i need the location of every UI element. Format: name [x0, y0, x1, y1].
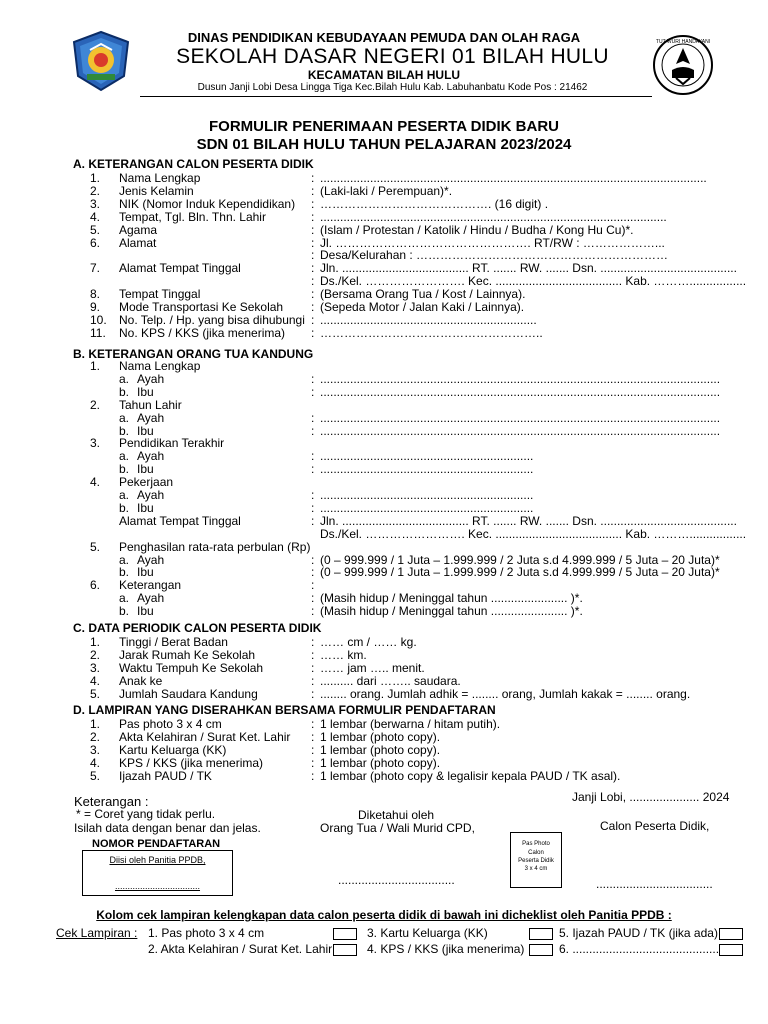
row-label: Penghasilan rata-rata perbulan (Rp) — [119, 539, 311, 554]
row-label: Ayah — [137, 449, 165, 464]
form-subtitle: SDN 01 BILAH HULU TAHUN PELAJARAN 2023/2024 — [196, 136, 572, 153]
form-row — [0, 224, 768, 237]
form-row — [0, 314, 768, 327]
row-colon: : — [311, 312, 315, 327]
form-row — [0, 541, 768, 554]
form-row — [0, 675, 768, 688]
row-number: 4. — [90, 209, 101, 224]
row-label: Nama Lengkap — [119, 359, 201, 373]
row-sub-letter: a. — [119, 552, 130, 567]
row-value-field: (Masih hidup / Meninggal tahun ....................... )*. — [320, 591, 583, 606]
row-sub-letter: b. — [119, 384, 130, 399]
row-colon: : — [311, 248, 315, 263]
row-label: NIK (Nomor Induk Kependidikan) — [119, 196, 296, 211]
row-value-field: ................................................................ — [320, 488, 534, 502]
form-row — [0, 185, 768, 198]
row-number: 5. — [90, 768, 101, 783]
row-colon: : — [311, 261, 315, 276]
header-agency: DINAS PENDIDIKAN KEBUDAYAAN PEMUDA DAN OLAH RAGA — [187, 30, 581, 45]
row-label: Nama Lengkap — [119, 171, 201, 185]
row-colon: : — [311, 755, 315, 770]
row-label: Kartu Keluarga (KK) — [119, 742, 227, 757]
parent-label: Orang Tua / Wali Murid CPD, — [320, 821, 475, 835]
row-label: Pekerjaan — [119, 475, 174, 490]
registration-number-title: NOMOR PENDAFTARAN — [92, 838, 221, 850]
row-value-field: 1 lembar (photo copy). — [320, 742, 441, 757]
form-row — [0, 198, 768, 211]
row-number: 7. — [90, 261, 101, 276]
form-row — [0, 515, 768, 528]
form-row — [0, 327, 768, 340]
header-school-name: SEKOLAH DASAR NEGERI 01 BILAH HULU — [176, 45, 609, 68]
row-label: Jenis Kelamin — [119, 183, 194, 198]
row-colon: : — [311, 183, 315, 198]
row-label: Jumlah Saudara Kandung — [119, 686, 258, 701]
checkbox-lainnya[interactable] — [719, 944, 743, 956]
row-label: Ibu — [137, 423, 154, 438]
row-value-field: ........................................................................................................................ — [320, 371, 721, 386]
check-item-ijazah: 5. Ijazah PAUD / TK (jika ada) — [559, 926, 718, 940]
row-value-field: 1 lembar (photo copy & legalisir kepala PAUD / TK asal). — [320, 768, 621, 783]
row-value-field: Jln. ...................................... RT. ....... RW. ....... Dsn. ......................................... — [320, 513, 737, 528]
row-value-field: ........................................................................................................................ — [320, 423, 721, 438]
row-number: 4. — [90, 673, 101, 688]
row-value-field: ................................................................. — [320, 312, 537, 327]
row-label: Ayah — [137, 552, 165, 567]
row-colon: : — [311, 410, 315, 425]
row-colon: : — [311, 384, 315, 399]
row-colon: : — [311, 647, 315, 662]
row-colon: : — [311, 604, 315, 619]
row-sub-letter: b. — [119, 500, 130, 515]
row-number: 6. — [90, 235, 101, 250]
row-label: Ayah — [137, 488, 165, 502]
checkbox-akta-kelahiran[interactable] — [333, 944, 357, 956]
row-value-field: Ds./Kel. ……………………. Kec. ...................................... Kab. ………................. — [320, 274, 747, 289]
check-item-kps-kks: 4. KPS / KKS (jika menerima) — [367, 942, 525, 956]
row-value-field: ........................................................................................................ — [320, 209, 667, 224]
row-colon: : — [311, 729, 315, 744]
row-value-field: Jln. ...................................... RT. ....... RW. ....... Dsn. ......................................... — [320, 261, 737, 276]
row-number: 1. — [90, 171, 101, 185]
place-date: Janji Lobi, ..................... 2024 — [572, 790, 730, 804]
form-row — [0, 770, 768, 783]
photo-label-3: Peserta Didik — [518, 858, 554, 864]
checkbox-kartu-keluarga[interactable] — [529, 928, 553, 940]
row-value-field: .......... dari …….. saudara. — [320, 673, 461, 688]
row-label: Pas photo 3 x 4 cm — [119, 717, 222, 731]
row-value-field: Jl. …………………………………………. RT/RW : ………………... — [320, 235, 665, 250]
row-value-field: 1 lembar (berwarna / hitam putih). — [320, 717, 501, 731]
form-row — [0, 731, 768, 744]
row-number: 8. — [90, 287, 101, 302]
row-sub-letter: a. — [119, 371, 130, 386]
row-label: Alamat Tempat Tinggal — [119, 513, 241, 528]
known-by: Diketahui oleh — [358, 808, 435, 822]
row-sub-letter: a. — [119, 591, 130, 606]
row-colon: : — [311, 488, 315, 502]
row-value-field: ……………………………………………….. — [320, 325, 543, 340]
row-label: Ayah — [137, 591, 165, 606]
row-number: 4. — [90, 475, 101, 490]
row-colon: : — [311, 686, 315, 701]
row-value-field: .................................................................................................................... — [320, 171, 707, 185]
row-label: Tempat Tinggal — [119, 287, 201, 302]
row-label: Jarak Rumah Ke Sekolah — [119, 647, 256, 662]
form-row — [0, 757, 768, 770]
row-sub-letter: b. — [119, 565, 130, 580]
candidate-signature-line: ................................... — [596, 877, 713, 891]
row-sub-letter: b. — [119, 462, 130, 477]
row-value-field: (Islam / Protestan / Katolik / Hindu / Budha / Kong Hu Cu)*. — [320, 222, 634, 237]
row-colon: : — [311, 423, 315, 438]
row-number: 2. — [90, 647, 101, 662]
row-label: Tempat, Tgl. Bln. Thn. Lahir — [119, 209, 266, 224]
row-colon: : — [311, 287, 315, 302]
form-row — [0, 463, 768, 476]
row-colon: : — [311, 717, 315, 731]
form-row — [0, 744, 768, 757]
row-number: 6. — [90, 578, 101, 593]
row-value-field: ........ orang. Jumlah adhik = ........ orang, Jumlah kakak = ........ orang. — [320, 686, 691, 701]
row-colon: : — [311, 222, 315, 237]
form-row — [0, 528, 768, 541]
row-colon: : — [311, 635, 315, 649]
row-colon: : — [311, 235, 315, 250]
row-number: 1. — [90, 359, 101, 373]
form-row — [0, 399, 768, 412]
photo-placeholder-box — [510, 832, 562, 888]
checklist-label: Cek Lampiran : — [56, 926, 138, 940]
row-value-field: 1 lembar (photo copy). — [320, 729, 441, 744]
form-row — [0, 386, 768, 399]
row-value-field: Desa/Kelurahan : ……………………………………………………… — [320, 248, 669, 263]
row-label: No. Telp. / Hp. yang bisa dihubungi — [119, 312, 305, 327]
row-label: Pendidikan Terakhir — [119, 436, 225, 451]
row-label: Agama — [119, 222, 158, 237]
row-number: 5. — [90, 222, 101, 237]
row-number: 3. — [90, 742, 101, 757]
row-colon: : — [311, 449, 315, 464]
row-value-field: …… cm / …… kg. — [320, 635, 417, 649]
form-row — [0, 605, 768, 618]
row-label: Ayah — [137, 410, 165, 425]
row-label: Alamat Tempat Tinggal — [119, 261, 241, 276]
row-number: 2. — [90, 397, 101, 412]
form-row — [0, 688, 768, 701]
row-colon: : — [311, 371, 315, 386]
row-label: Anak ke — [119, 673, 163, 688]
row-value-field: Ds./Kel. ……………………. Kec. ...................................... Kab. ………................. — [320, 526, 747, 541]
row-colon: : — [311, 768, 315, 783]
row-label: Ijazah PAUD / TK — [119, 768, 212, 783]
row-label: No. KPS / KKS (jika menerima) — [119, 325, 286, 340]
row-colon: : — [311, 462, 315, 477]
form-row — [0, 373, 768, 386]
row-colon: : — [311, 300, 315, 314]
row-label: Tahun Lahir — [119, 397, 182, 412]
row-label: Alamat — [119, 235, 157, 250]
section-b-heading: B. KETERANGAN ORANG TUA KANDUNG — [73, 347, 314, 361]
row-number: 9. — [90, 300, 101, 314]
row-value-field: ................................................................ — [320, 500, 534, 515]
form-row — [0, 211, 768, 224]
photo-label-4: 3 x 4 cm — [524, 866, 548, 872]
row-colon: : — [311, 591, 315, 606]
row-colon: : — [311, 660, 315, 675]
parent-signature-line: ................................... — [338, 873, 455, 887]
row-label: Ibu — [137, 604, 154, 619]
form-row — [0, 649, 768, 662]
section-a-heading: A. KETERANGAN CALON PESERTA DIDIK — [73, 157, 314, 171]
row-value-field: ................................................................ — [320, 462, 534, 477]
row-label: Ibu — [137, 462, 154, 477]
row-label: Ayah — [137, 371, 165, 386]
registration-number-box — [82, 850, 233, 896]
row-number: 5. — [90, 686, 101, 701]
row-number: 11. — [90, 325, 106, 340]
row-label: Ibu — [137, 500, 154, 515]
row-colon: : — [311, 209, 315, 224]
row-colon: : — [311, 565, 315, 580]
row-label: Keterangan — [119, 578, 182, 593]
checkbox-kps-kks[interactable] — [529, 944, 553, 956]
section-c-heading: C. DATA PERIODIK CALON PESERTA DIDIK — [73, 621, 322, 635]
section-d-heading: D. LAMPIRAN YANG DISERAHKAN BERSAMA FORMULIR PENDAFTARAN — [73, 703, 496, 717]
row-label: Waktu Tempuh Ke Sekolah — [119, 660, 264, 675]
note-strike: * = Coret yang tidak perlu. — [76, 807, 216, 821]
check-item-kartu-keluarga: 3. Kartu Keluarga (KK) — [367, 926, 488, 940]
form-row — [0, 662, 768, 675]
note-fill-correctly: Isilah data dengan benar dan jelas. — [74, 821, 261, 835]
check-item-akta-kelahiran: 2. Akta Kelahiran / Surat Ket. Lahir — [148, 942, 333, 956]
row-label: Ibu — [137, 384, 154, 399]
check-item-lainnya: 6. ............................................ — [559, 942, 720, 956]
form-title: FORMULIR PENERIMAAN PESERTA DIDIK BARU — [208, 118, 559, 135]
checkbox-pas-photo[interactable] — [333, 928, 357, 940]
row-label: Ibu — [137, 565, 154, 580]
row-colon: : — [311, 673, 315, 688]
row-colon: : — [311, 325, 315, 340]
row-colon: : — [311, 552, 315, 567]
logo-ring-text: TUT WURI HANDAYANI — [655, 39, 711, 45]
row-value-field: ……………………………………. (16 digit) . — [320, 196, 549, 211]
form-row — [0, 502, 768, 515]
row-label: KPS / KKS (jika menerima) — [119, 755, 264, 770]
row-value-field: (Masih hidup / Meninggal tahun ....................... )*. — [320, 604, 583, 619]
row-colon: : — [311, 274, 315, 289]
row-label: Tinggi / Berat Badan — [119, 635, 228, 649]
header-district: KECAMATAN BILAH HULU — [307, 68, 461, 82]
candidate-label: Calon Peserta Didik, — [600, 819, 710, 833]
row-value-field: (Sepeda Motor / Jalan Kaki / Lainnya). — [320, 300, 525, 314]
row-colon: : — [311, 513, 315, 528]
row-value-field: (Laki-laki / Perempuan)*. — [320, 183, 453, 198]
row-number: 1. — [90, 635, 101, 649]
form-row — [0, 566, 768, 579]
row-number: 4. — [90, 755, 101, 770]
row-number: 3. — [90, 196, 101, 211]
row-value-field: …… jam ….. menit. — [320, 660, 425, 675]
row-number: 5. — [90, 539, 101, 554]
row-sub-letter: b. — [119, 604, 130, 619]
row-number: 2. — [90, 183, 101, 198]
registration-fill-note: Diisi oleh Panitia PPDB, — [109, 855, 206, 865]
row-colon: : — [311, 578, 315, 593]
row-number: 1. — [90, 717, 101, 731]
row-value-field: …… km. — [320, 647, 367, 662]
header-divider — [140, 96, 652, 97]
photo-label-2: Calon — [528, 850, 544, 856]
row-value-field: ........................................................................................................................ — [320, 384, 721, 399]
photo-label-1: Pas Photo — [522, 841, 550, 847]
row-colon: : — [311, 500, 315, 515]
row-colon: : — [311, 171, 315, 185]
row-sub-letter: b. — [119, 423, 130, 438]
row-number: 10. — [90, 312, 107, 327]
row-value-field: ........................................................................................................................ — [320, 410, 721, 425]
row-value-field: (Bersama Orang Tua / Kost / Lainnya). — [320, 287, 526, 302]
row-value-field: ................................................................ — [320, 449, 534, 464]
row-label: Akta Kelahiran / Surat Ket. Lahir — [119, 729, 291, 744]
row-value-field: (0 – 999.999 / 1 Juta – 1.999.999 / 2 Juta s.d 4.999.999 / 5 Juta – 20 Juta)* — [320, 565, 720, 580]
registration-number-dots: .................................. — [114, 881, 201, 891]
keterangan-label: Keterangan : — [74, 794, 149, 809]
header-address: Dusun Janji Lobi Desa Lingga Tiga Kec.Bilah Hulu Kab. Labuhanbatu Kode Pos : 21462 — [197, 82, 588, 93]
row-label: Mode Transportasi Ke Sekolah — [119, 300, 284, 314]
row-sub-letter: a. — [119, 410, 130, 425]
checklist-title: Kolom cek lampiran kelengkapan data calon peserta didik di bawah ini dicheklist oleh Panitia PPDB : — [96, 908, 672, 922]
row-colon: : — [311, 196, 315, 211]
row-number: 2. — [90, 729, 101, 744]
form-row — [0, 636, 768, 649]
check-item-pas-photo: 1. Pas photo 3 x 4 cm — [148, 926, 265, 940]
row-value-field: (0 – 999.999 / 1 Juta – 1.999.999 / 2 Juta s.d 4.999.999 / 5 Juta – 20 Juta)* — [320, 552, 720, 567]
row-value-field: 1 lembar (photo copy). — [320, 755, 441, 770]
form-row — [0, 425, 768, 438]
row-number: 3. — [90, 660, 101, 675]
row-colon: : — [311, 742, 315, 757]
row-sub-letter: a. — [119, 488, 130, 502]
row-number: 3. — [90, 436, 101, 451]
form-row — [0, 412, 768, 425]
checkbox-ijazah[interactable] — [719, 928, 743, 940]
row-sub-letter: a. — [119, 449, 130, 464]
